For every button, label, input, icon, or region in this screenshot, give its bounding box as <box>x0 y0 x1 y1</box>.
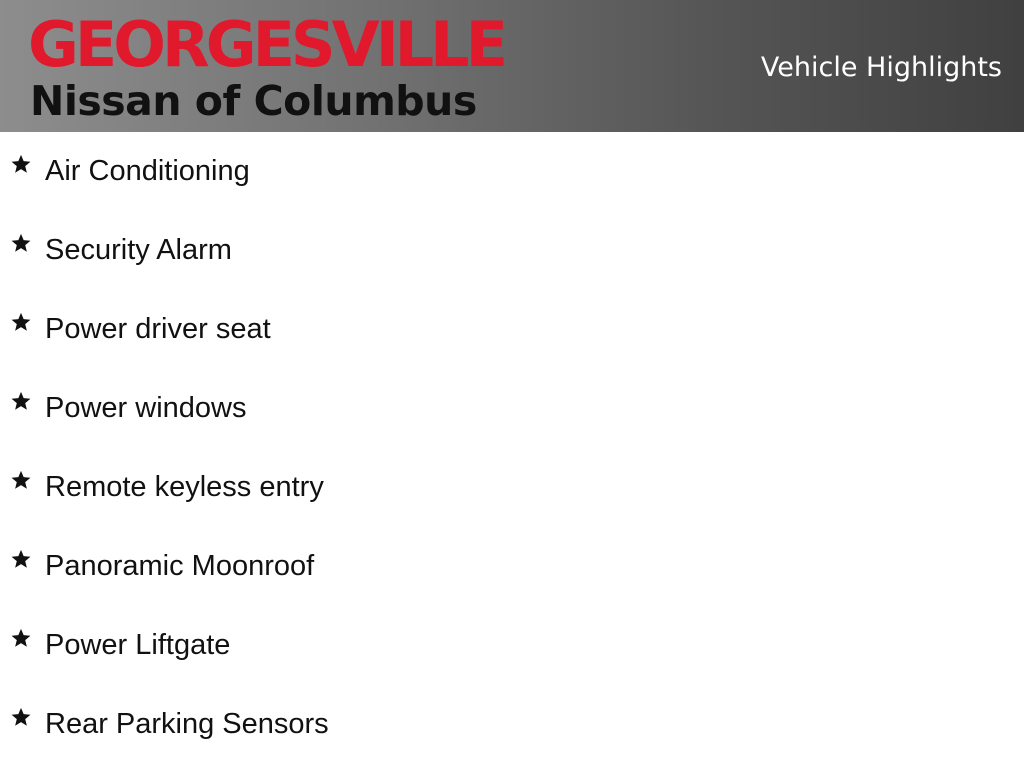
star-icon <box>10 548 32 570</box>
star-icon <box>10 390 32 412</box>
feature-label: Panoramic Moonroof <box>45 550 315 582</box>
feature-label: Security Alarm <box>45 234 232 266</box>
list-item <box>0 298 1024 377</box>
feature-label: Remote keyless entry <box>45 471 324 503</box>
star-icon <box>10 232 32 254</box>
list-item <box>0 456 1024 535</box>
feature-label: Power windows <box>45 392 247 424</box>
list-item <box>0 693 1024 768</box>
list-item <box>0 377 1024 456</box>
section-title: Vehicle Highlights <box>760 52 1002 83</box>
list-item <box>0 219 1024 298</box>
feature-label: Air Conditioning <box>45 155 250 187</box>
logo-dealer-subtitle: Nissan of Columbus <box>30 77 477 125</box>
dealer-logo <box>28 8 588 125</box>
list-item <box>0 614 1024 693</box>
list-item <box>0 140 1024 219</box>
feature-label: Rear Parking Sensors <box>45 708 329 740</box>
highlights-list <box>0 140 1024 768</box>
feature-label: Power Liftgate <box>45 629 231 661</box>
star-icon <box>10 627 32 649</box>
star-icon <box>10 469 32 491</box>
header-banner <box>0 0 1024 132</box>
list-item <box>0 535 1024 614</box>
feature-label: Power driver seat <box>45 313 271 345</box>
star-icon <box>10 311 32 333</box>
logo-dealer-name: GEORGESVILLE <box>28 8 505 81</box>
star-icon <box>10 153 32 175</box>
star-icon <box>10 706 32 728</box>
